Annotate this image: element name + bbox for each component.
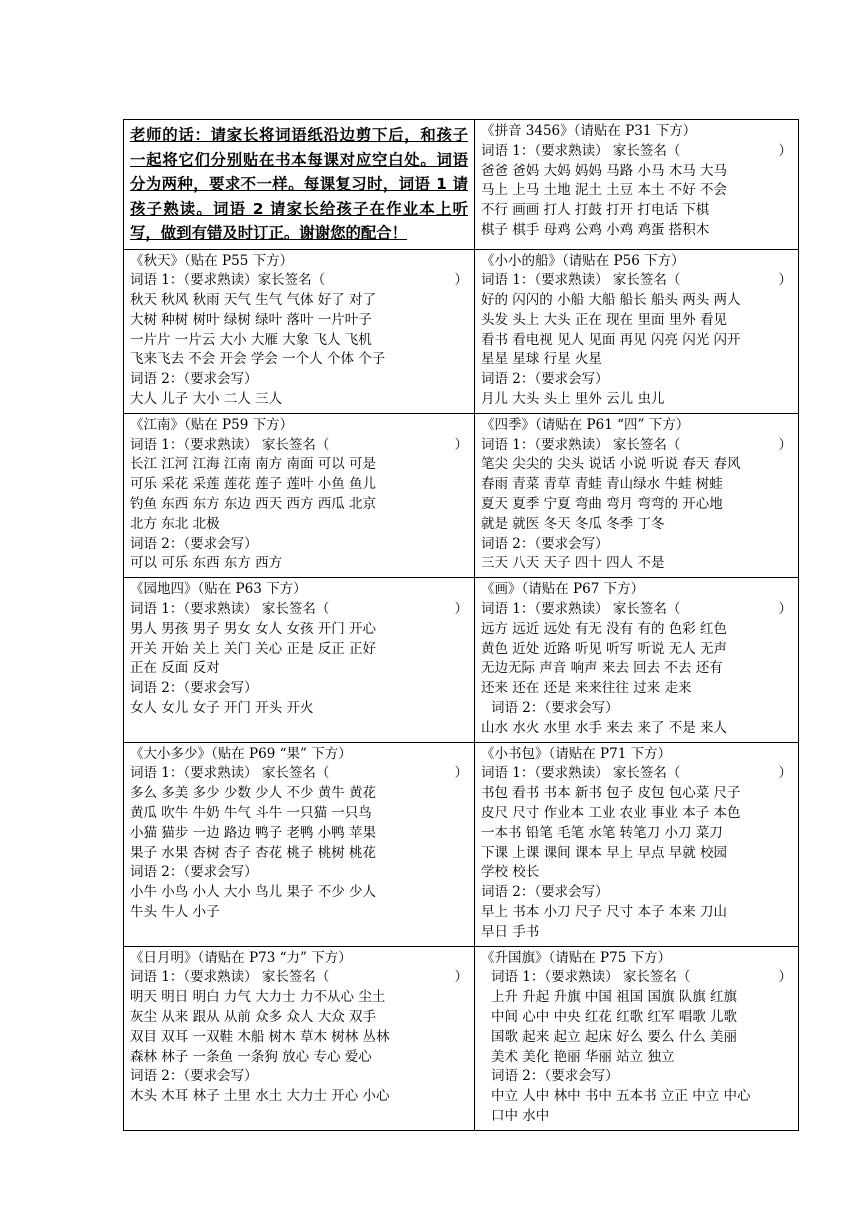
table-row [124, 578, 799, 742]
words1-line: 灰尘 从来 跟从 从前 众多 众人 大众 双手 [130, 1008, 377, 1025]
words2-line: 三天 八天 天子 四十 四人 不是 [481, 555, 665, 572]
teacher-note-cell [124, 120, 475, 250]
lesson-title: 《升国旗》（请贴在 P75 下方） [481, 949, 672, 966]
lesson-cell [475, 120, 799, 250]
signature-blank-close: ） [778, 272, 792, 289]
words1-line: 小猫 猫步 一边 路边 鸭子 老鸭 小鸭 苹果 [130, 824, 377, 841]
words1-label: 词语 1：（要求熟读）家长签名（ [130, 272, 326, 289]
parent-signature-line [481, 600, 792, 620]
parent-signature-line [130, 764, 468, 784]
lesson-cell [124, 742, 475, 946]
words1-line: 看书 看电视 见人 见面 再见 闪亮 闪光 闪开 [481, 331, 741, 348]
words2-label: 词语 2：（要求会写） [130, 535, 258, 552]
words2-label: 词语 2：（要求会写） [481, 535, 609, 552]
words2-label: 词语 2：（要求会写） [491, 1068, 619, 1085]
lesson-cell [475, 742, 799, 946]
lesson-cell [475, 578, 799, 742]
words1-line: 星星 星球 行星 火星 [481, 351, 602, 368]
words1-label: 词语 1：（要求熟读） 家长签名（ [481, 601, 681, 618]
signature-blank-close: ） [454, 436, 468, 453]
words1-label: 词语 1：（要求熟读） 家长签名（ [481, 765, 681, 782]
words1-label: 词语 1：（要求熟读） 家长签名（ [481, 142, 681, 159]
words2-line: 可以 可乐 东西 东方 西方 [130, 555, 283, 572]
words2-line: 月儿 大头 头上 里外 云儿 虫儿 [481, 391, 665, 408]
parent-signature-line [130, 271, 468, 291]
words1-line: 马上 上马 土地 泥土 土豆 本土 不好 不会 [481, 182, 728, 199]
parent-signature-line [481, 436, 792, 456]
lesson-title: 《小小的船》（请贴在 P56 下方） [481, 252, 685, 269]
lesson-cell [475, 413, 799, 577]
words1-label: 词语 1：（要求熟读） 家长签名（ [481, 272, 681, 289]
words1-line: 一本书 铅笔 毛笔 水笔 转笔刀 小刀 菜刀 [481, 824, 723, 841]
words2-label: 词语 2：（要求会写） [130, 371, 258, 388]
words2-label: 词语 2：（要求会写） [130, 1068, 258, 1085]
words1-line: 春雨 青菜 青草 青蛙 青山绿水 牛蛙 树蛙 [481, 476, 723, 493]
signature-blank-close: ） [778, 436, 792, 453]
parent-signature-line [130, 968, 468, 988]
lesson-title: 《园地四》（贴在 P63 下方） [130, 581, 307, 598]
lesson-title: 《拼音 3456》（请贴在 P31 下方） [481, 123, 697, 139]
lesson-title: 《日月明》（请贴在 P73 “力” 下方） [130, 949, 352, 966]
words1-label: 词语 1：（要求熟读） 家长签名（ [491, 969, 691, 986]
words2-line: 小牛 小鸟 小人 大小 鸟儿 果子 不少 少人 [130, 884, 377, 901]
words1-label: 词语 1：（要求熟读） 家长签名（ [130, 765, 330, 782]
words1-line: 开关 开始 关上 关门 关心 正是 反正 正好 [130, 640, 377, 657]
words1-line: 美术 美化 艳丽 华丽 站立 独立 [491, 1048, 675, 1065]
words1-line: 下课 上课 课间 课本 早上 早点 早就 校园 [481, 844, 728, 861]
words1-line: 远方 远近 远处 有无 没有 有的 色彩 红色 [481, 620, 728, 637]
lesson-cell [475, 249, 799, 413]
lesson-cell [124, 946, 475, 1130]
words1-line: 还来 还在 还是 来来往往 过来 走来 [481, 680, 692, 697]
words1-line: 大树 种树 树叶 绿树 绿叶 落叶 一片叶子 [130, 311, 372, 328]
words1-line: 就是 就医 冬天 冬瓜 冬季 丁冬 [481, 515, 665, 532]
words1-line: 好的 闪闪的 小船 大船 船长 船头 两头 两人 [481, 292, 741, 309]
words2-line: 牛头 牛人 小子 [130, 904, 220, 920]
words1-line: 正在 反面 反对 [130, 660, 220, 677]
lesson-cell [124, 249, 475, 413]
lesson-title: 《小书包》（请贴在 P71 下方） [481, 745, 672, 762]
words1-line: 爸爸 爸妈 大妈 妈妈 马路 小马 木马 大马 [481, 162, 728, 179]
parent-signature-line [481, 271, 792, 291]
words2-line: 女人 女儿 女子 开门 开头 开火 [130, 700, 314, 717]
words2-label: 词语 2：（要求会写） [481, 371, 609, 388]
words2-line: 中立 人中 林中 书中 五本书 立正 中立 中心 [491, 1088, 751, 1105]
words1-line: 长江 江河 江海 江南 南方 南面 可以 可是 [130, 456, 377, 473]
table-row [124, 413, 799, 577]
words2-label: 词语 2：（要求会写） [491, 700, 619, 717]
words1-label: 词语 1：（要求熟读） 家长签名（ [481, 436, 681, 453]
table-row [124, 249, 799, 413]
signature-blank-close: ） [454, 969, 468, 986]
table-row [124, 946, 799, 1130]
lesson-title: 《秋天》（贴在 P55 下方） [130, 252, 294, 269]
words1-line: 无边无际 声音 响声 来去 回去 不去 还有 [481, 660, 723, 677]
words1-label: 词语 1：（要求熟读） 家长签名（ [130, 969, 330, 986]
words2-line: 山水 水火 水里 水手 来去 来了 不是 来人 [481, 719, 728, 736]
words1-line: 黄瓜 吹牛 牛奶 牛气 斗牛 一只猫 一只鸟 [130, 805, 372, 822]
words1-line: 皮尺 尺寸 作业本 工业 农业 事业 本子 本色 [481, 805, 741, 822]
words1-line: 头发 头上 大头 正在 现在 里面 里外 看见 [481, 311, 728, 328]
parent-signature-line [481, 968, 792, 988]
words2-label: 词语 2：（要求会写） [130, 680, 258, 697]
words1-line: 明天 明日 明白 力气 大力士 力不从心 尘土 [130, 989, 386, 1006]
signature-blank-close: ） [454, 765, 468, 782]
word-list-table [123, 119, 799, 1131]
words1-line: 男人 男孩 男子 男女 女人 女孩 开门 开心 [130, 620, 377, 637]
words1-line: 一片片 一片云 大小 大雁 大象 飞人 飞机 [130, 331, 372, 348]
words1-line: 飞来飞去 不会 开会 学会 一个人 个体 个子 [130, 351, 386, 368]
signature-blank-close: ） [454, 272, 468, 289]
words1-line: 笔尖 尖尖的 尖头 说话 小说 听说 春天 春风 [481, 456, 741, 473]
words1-line: 国歌 起来 起立 起床 好么 要么 什么 美丽 [491, 1028, 738, 1045]
lesson-title: 《大小多少》（贴在 P69 “果” 下方） [130, 745, 352, 762]
signature-blank-close: ） [778, 601, 792, 618]
parent-signature-line [130, 600, 468, 620]
words1-line: 中间 心中 中央 红花 红歌 红军 唱歌 儿歌 [491, 1008, 738, 1025]
words2-line: 大人 儿子 大小 二人 三人 [130, 391, 283, 408]
words1-line: 上升 升起 升旗 中国 祖国 国旗 队旗 红旗 [491, 989, 738, 1006]
words1-line: 秋天 秋风 秋雨 天气 生气 气体 好了 对了 [130, 292, 377, 309]
lesson-cell [475, 946, 799, 1130]
words2-label: 词语 2：（要求会写） [130, 864, 258, 881]
signature-blank-close: ） [778, 142, 792, 159]
words1-line: 双目 双耳 一双鞋 木船 树木 草木 树林 丛林 [130, 1028, 390, 1045]
words1-line: 森林 林子 一条鱼 一条狗 放心 专心 爱心 [130, 1048, 372, 1065]
words2-label: 词语 2：（要求会写） [481, 884, 609, 901]
words1-line: 学校 校长 [481, 864, 540, 881]
words1-line: 黄色 近处 近路 听见 听写 听说 无人 无声 [481, 640, 728, 657]
teacher-note: 老师的话：请家长将词语纸沿边剪下后，和孩子一起将它们分别贴在书本每课对应空白处。词语分为两种，要求不一样。每课复习时，词语 1 请孩子熟读。词语 2 请家长给孩子在作业本上听写，做到有错及时订正。谢谢您的配合！ [130, 126, 468, 242]
words1-line: 不行 画画 打人 打鼓 打开 打电话 下棋 [481, 202, 710, 219]
lesson-title: 《画》（请贴在 P67 下方） [481, 581, 645, 598]
words2-line: 早日 手书 [481, 923, 540, 940]
lesson-cell [124, 578, 475, 742]
words2-line: 口中 水中 [491, 1107, 550, 1124]
table-row [124, 120, 799, 250]
parent-signature-line [481, 142, 792, 162]
signature-blank-close: ） [778, 765, 792, 782]
words1-label: 词语 1：（要求熟读） 家长签名（ [130, 601, 330, 618]
words1-line: 棋子 棋手 母鸡 公鸡 小鸡 鸡蛋 搭积木 [481, 221, 710, 238]
words1-line: 北方 东北 北极 [130, 515, 220, 532]
lesson-title: 《江南》（贴在 P59 下方） [130, 416, 294, 433]
words2-line: 早上 书本 小刀 尺子 尺寸 本子 本来 刀山 [481, 904, 728, 920]
words1-line: 钓鱼 东西 东方 东边 西天 西方 西瓜 北京 [130, 496, 377, 513]
signature-blank-close: ） [778, 969, 792, 986]
lesson-title: 《四季》（请贴在 P61 “四” 下方） [481, 416, 690, 433]
words1-line: 多么 多美 多少 少数 少人 不少 黄牛 黄花 [130, 785, 377, 802]
words2-line: 木头 木耳 林子 土里 水土 大力士 开心 小心 [130, 1088, 390, 1105]
words1-label: 词语 1：（要求熟读） 家长签名（ [130, 436, 330, 453]
signature-blank-close: ） [454, 601, 468, 618]
table-row [124, 742, 799, 946]
lesson-cell [124, 413, 475, 577]
words1-line: 可乐 采花 采莲 莲花 莲子 莲叶 小鱼 鱼儿 [130, 476, 377, 493]
words1-line: 果子 水果 杏树 杏子 杏花 桃子 桃树 桃花 [130, 844, 377, 861]
words1-line: 夏天 夏季 宁夏 弯曲 弯月 弯弯的 开心地 [481, 496, 723, 513]
words1-line: 书包 看书 书本 新书 包子 皮包 包心菜 尺子 [481, 785, 741, 802]
parent-signature-line [481, 764, 792, 784]
parent-signature-line [130, 436, 468, 456]
